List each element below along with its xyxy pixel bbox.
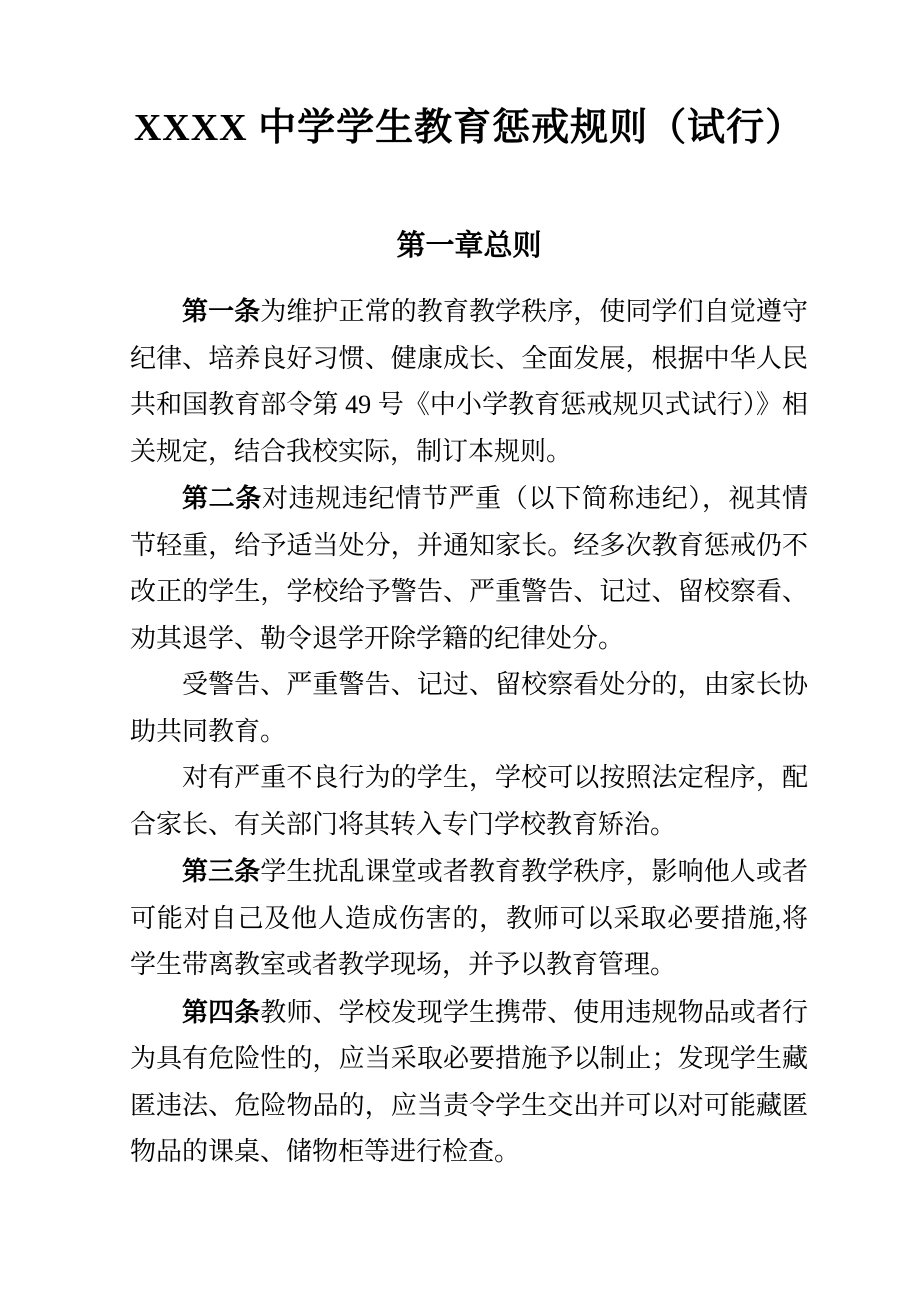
paragraph-text: 受警告、严重警告、记过、留校察看处分的，由家长协助共同教育。	[130, 670, 808, 746]
paragraph	[130, 755, 808, 848]
paragraph-text: 教师、学校发现学生携带、使用违规物品或者行为具有危险性的，应当采取必要措施予以制止；发现学生藏匿违法、危险物品的，应当责令学生交出并可以对可能藏匿物品的课桌、储物柜等进行检查。	[130, 997, 808, 1166]
paragraph-text: 对违规违纪情节严重（以下简称违纪），视其情节轻重，给予适当处分，并通知家长。经多次教育惩戒仍不改正的学生，学校给予警告、严重警告、记过、留校察看、劝其退学、勒令退学开除学籍的纪律处分。	[130, 484, 808, 653]
paragraph-text: 为维护正常的教育教学秩序，使同学们自觉遵守纪律、培养良好习惯、健康成长、全面发展，根据中华人民共和国教育部令第 49 号《中小学教育惩戒规贝式试行）》相关规定，结合我校实际，制订本规则。	[130, 297, 808, 466]
paragraph	[130, 662, 808, 755]
article-label: 第四条	[182, 996, 261, 1027]
article-label: 第一条	[182, 296, 261, 326]
paragraph	[130, 848, 808, 989]
article-label: 第三条	[182, 856, 261, 886]
document-title: XXXX 中学学生教育惩戒规则（试行）	[133, 107, 805, 149]
paragraph	[130, 288, 808, 475]
paragraph	[130, 475, 808, 662]
paragraph	[130, 989, 808, 1176]
paragraph-text: 学生扰乱课堂或者教育教学秩序，影响他人或者可能对自己及他人造成伤害的，教师可以采取必要措施,将学生带离教室或者教学现场，并予以教育管理。	[130, 857, 808, 979]
paragraph-list	[130, 288, 808, 1176]
paragraph-text: 对有严重不良行为的学生，学校可以按照法定程序，配合家长、有关部门将其转入专门学校教育矫治。	[130, 763, 808, 839]
article-label: 第二条	[182, 483, 262, 513]
chapter-heading: 第一章总则	[396, 230, 542, 262]
